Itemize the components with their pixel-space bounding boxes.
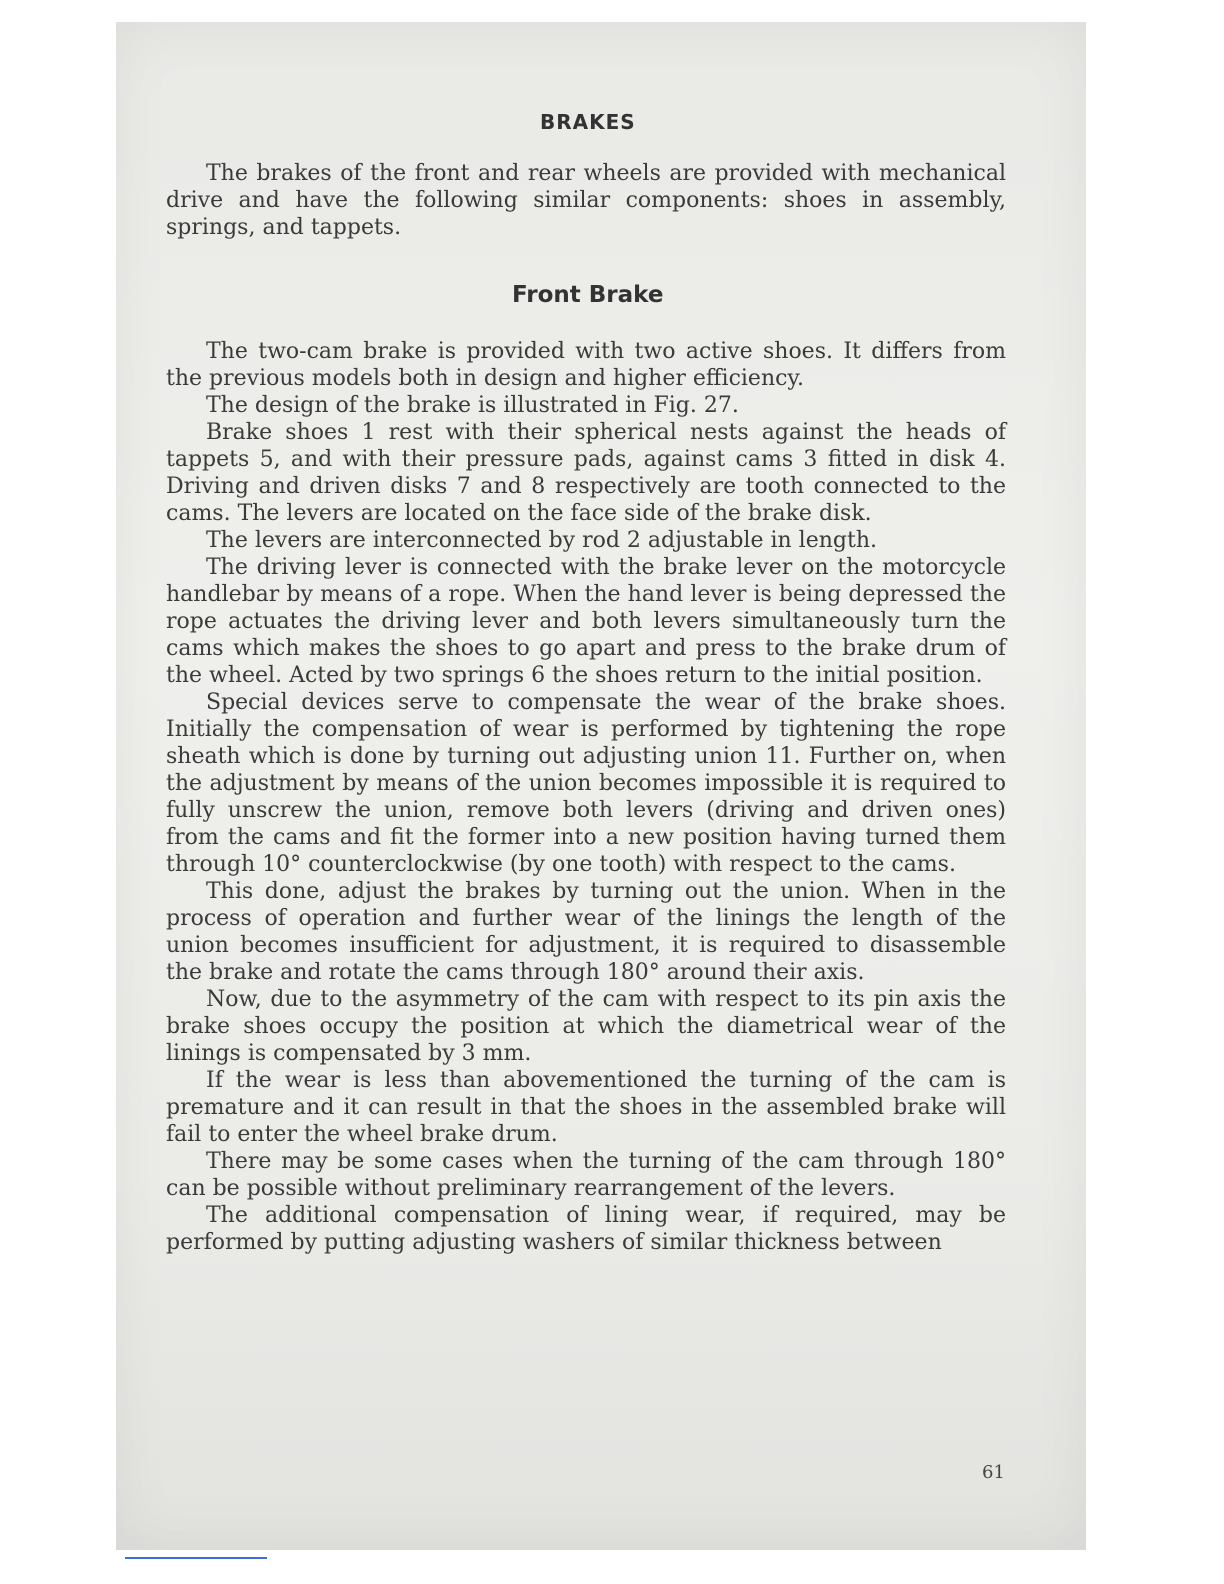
blue-underline: [125, 1557, 267, 1559]
paragraph: The design of the brake is illustrated in Fig. 27.: [206, 393, 739, 418]
section-heading: BRAKES: [540, 110, 636, 134]
paragraph: There may be some cases when the turning of the cam through 180° can be possible without preliminary rearrangement of the levers.: [166, 1149, 1006, 1201]
subsection-heading: Front Brake: [512, 282, 664, 308]
intro-paragraph: [166, 160, 1006, 241]
paragraph: The driving lever is connected with the brake lever on the motorcycle handlebar by means of a rope. When the hand lever is being depressed the rope actuates the driving lever and both levers simultaneously turn the cams which makes the shoes to go apart and press to the brake drum of the wheel. Acted by two springs 6 the shoes return to the initial position.: [166, 555, 1006, 688]
paragraph: The levers are interconnected by rod 2 adjustable in length.: [206, 528, 877, 553]
paragraph: The additional compensation of lining wear, if required, may be performed by putting adjusting washers of similar thickness between: [166, 1203, 1006, 1255]
paragraph: Special devices serve to compensate the wear of the brake shoes. Initially the compensation of wear is performed by tightening the rope sheath which is done by turning out adjusting union 11. Further on, when the adjustment by means of the union becomes impossible it is required to fully unscrew the union, remove both levers (driving and driven ones) from the cams and fit the former into a new position having turned them through 10° counterclockwise (by one tooth) with respect to the cams.: [166, 690, 1006, 877]
paragraph: The two-cam brake is provided with two active shoes. It differs from the previous models both in design and higher efficiency.: [166, 339, 1006, 391]
paragraph: Now, due to the asymmetry of the cam with respect to its pin axis the brake shoes occupy the position at which the diametrical wear of the linings is compensated by 3 mm.: [166, 987, 1006, 1066]
paragraph: Brake shoes 1 rest with their spherical nests against the heads of tappets 5, and with their pressure pads, against cams 3 fitted in disk 4. Driving and driven disks 7 and 8 respectively are tooth connected to the cams. The levers are located on the face side of the brake disk.: [166, 420, 1006, 526]
paragraph: If the wear is less than abovementioned the turning of the cam is premature and it can result in that the shoes in the assembled brake will fail to enter the wheel brake drum.: [166, 1068, 1006, 1147]
body-text: [166, 338, 1006, 1256]
page-number: 61: [982, 1462, 1005, 1483]
paragraph: The brakes of the front and rear wheels are provided with mechanical drive and have the following similar components: shoes in assembly, springs, and tappets.: [166, 161, 1006, 240]
paragraph: This done, adjust the brakes by turning out the union. When in the process of operation and further wear of the linings the length of the union becomes insufficient for adjustment, it is required to disassemble the brake and rotate the cams through 180° around their axis.: [166, 879, 1006, 985]
